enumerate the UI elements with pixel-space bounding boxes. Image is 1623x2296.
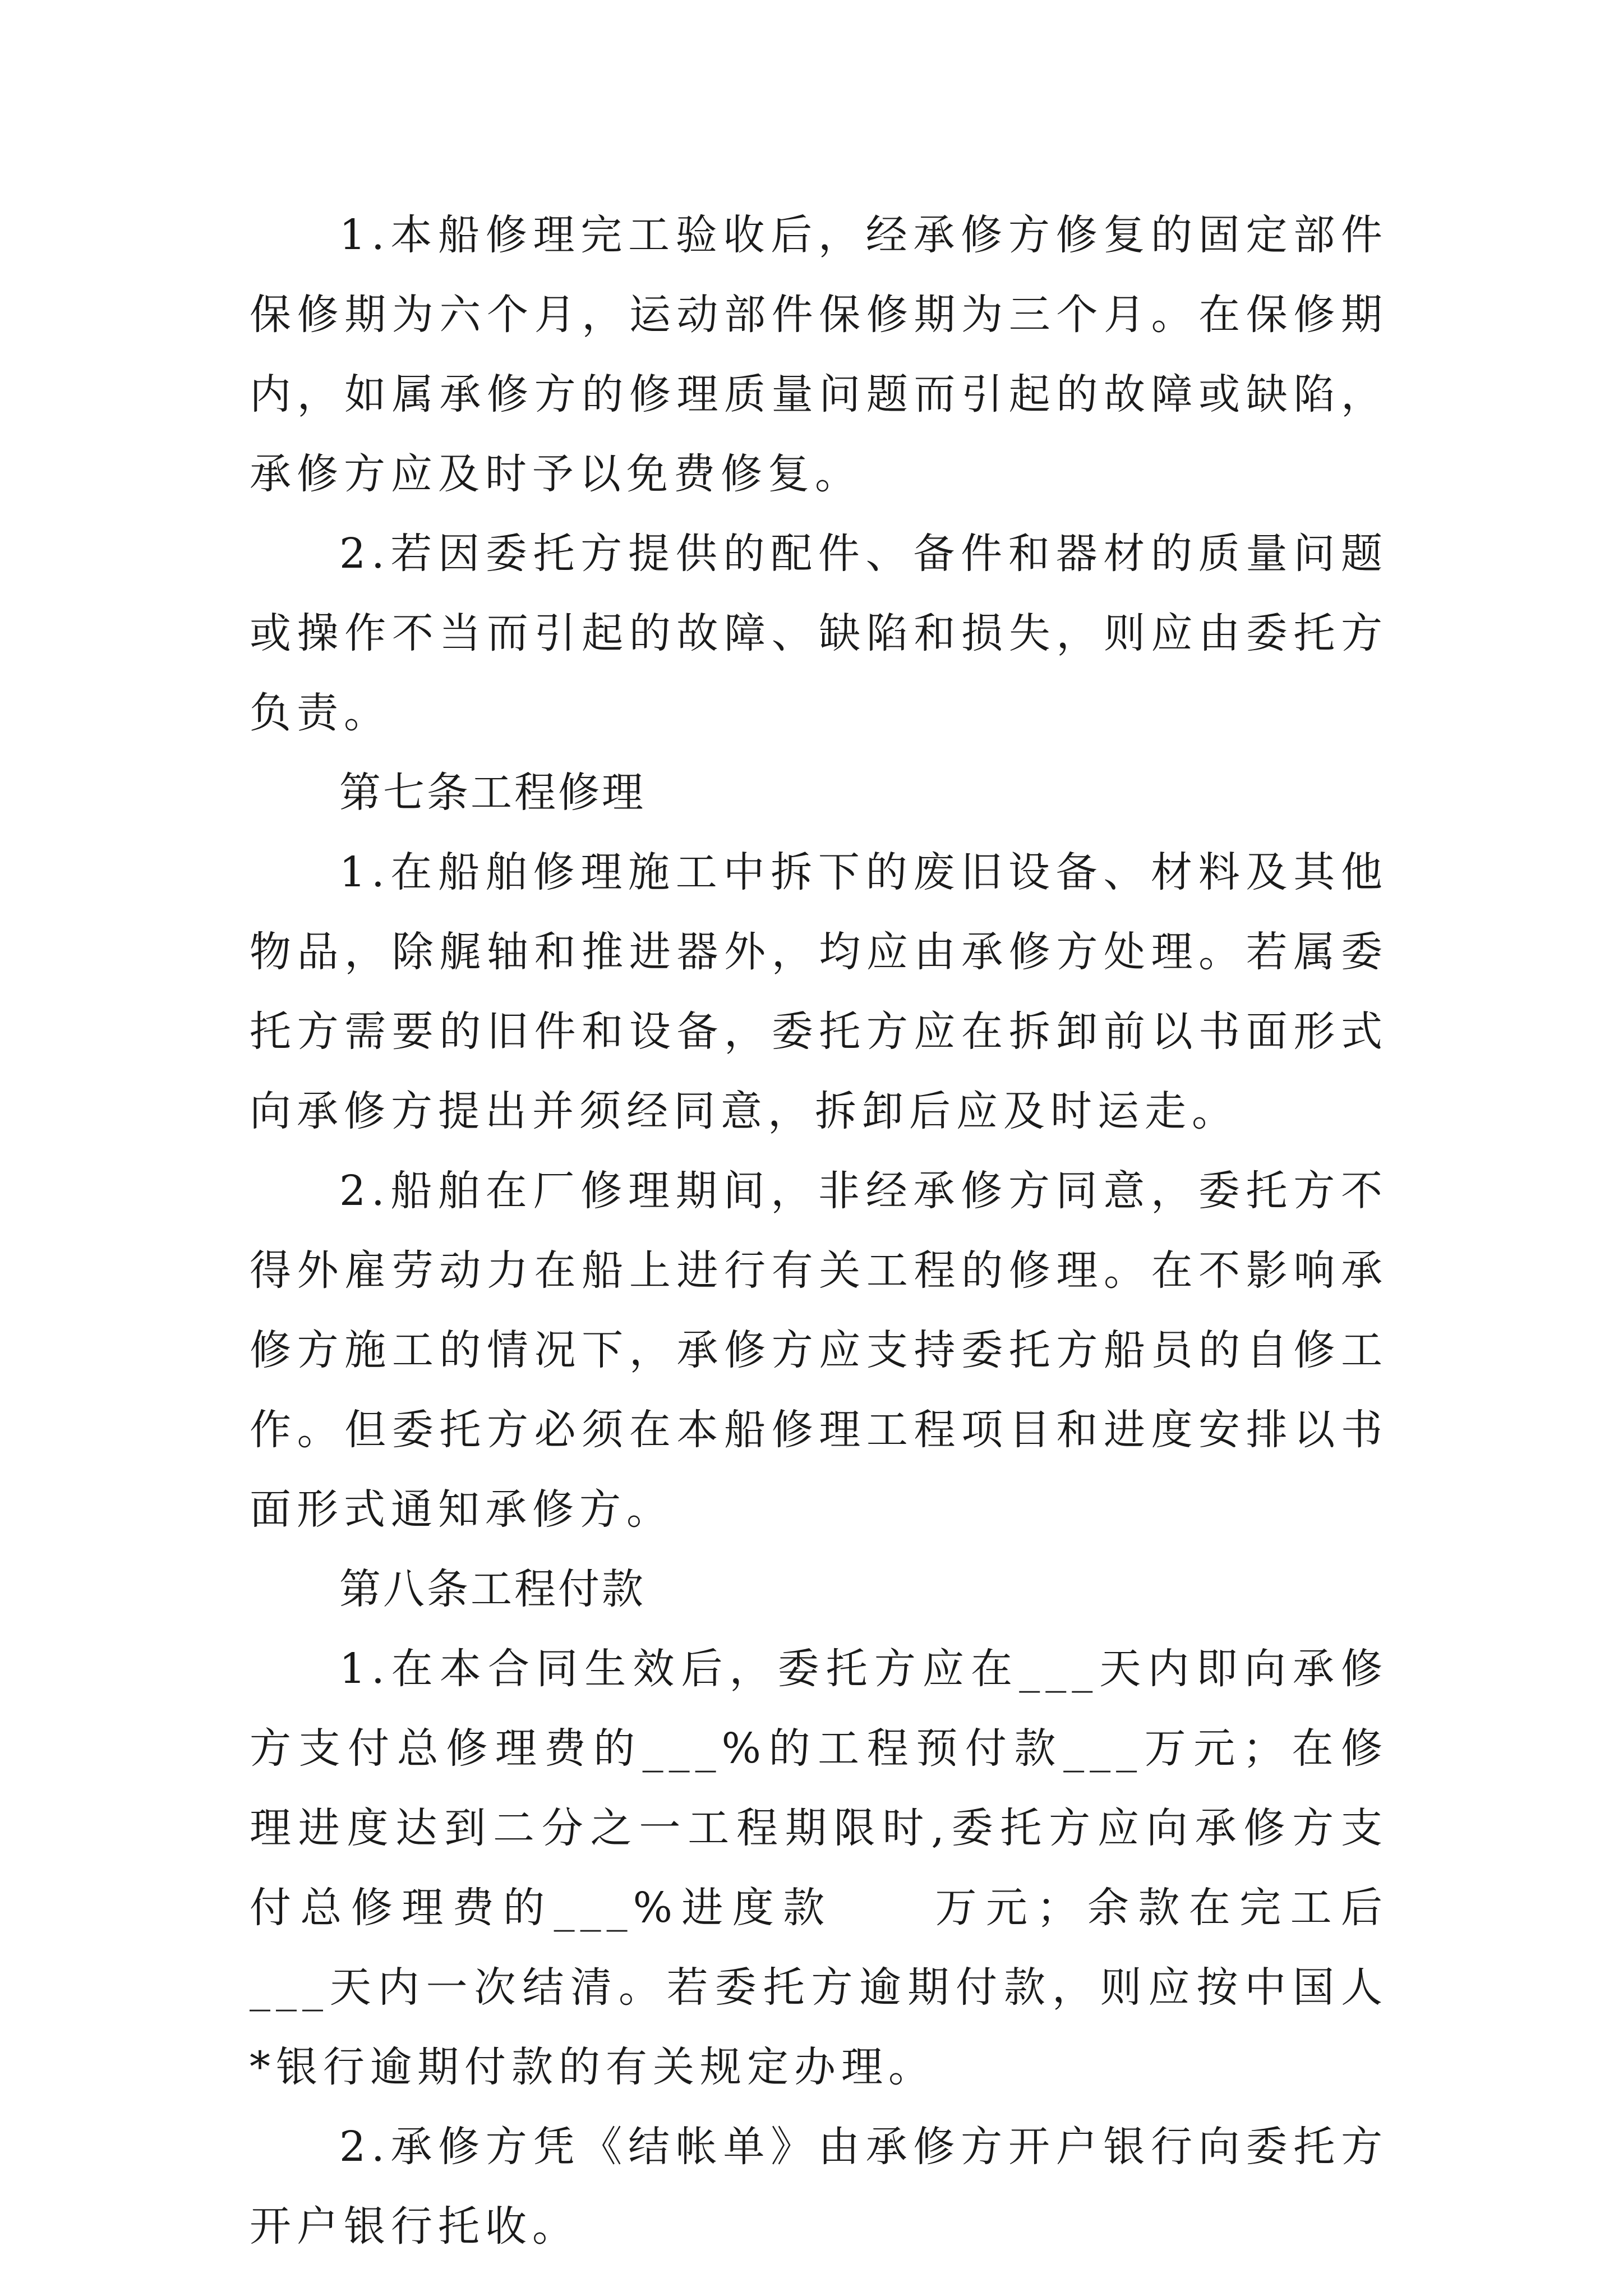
paragraph-repair-2: 2.船舶在厂修理期间，非经承修方同意，委托方不得外雇劳动力在船上进行有关工程的修理。在不影响承修方施工的情况下，承修方应支持委托方船员的自修工作。但委托方必须在本船修理工程项目和进度安排以书面形式通知承修方。: [250, 1167, 1388, 1534]
paragraph-payment-2: 2.承修方凭《结帐单》由承修方开户银行向委托方开户银行托收。: [250, 2123, 1388, 2251]
document-body: [250, 195, 1388, 2266]
paragraph-warranty-2: 2.若因委托方提供的配件、备件和器材的质量问题或操作不当而引起的故障、缺陷和损失，则应由委托方负责。: [250, 530, 1388, 737]
paragraph-payment-1: 1.在本合同生效后，委托方应在___天内即向承修方支付总修理费的___%的工程预付款___万元；在修理进度达到二分之一工程期限时,委托方应向承修方支付总修理费的___%进度款 万元；余款在完工后___天内一次结清。若委托方逾期付款，则应按中国人*银行逾期付款的有关规定办理。: [250, 1645, 1388, 2091]
paragraph-repair-1: 1.在船舶修理施工中拆下的废旧设备、材料及其他物品，除艉轴和推进器外，均应由承修方处理。若属委托方需要的旧件和设备，委托方应在拆卸前以书面形式向承修方提出并须经同意，拆卸后应及时运走。: [250, 848, 1388, 1135]
paragraph-warranty-1: 1.本船修理完工验收后，经承修方修复的固定部件保修期为六个月，运动部件保修期为三个月。在保修期内，如属承修方的修理质量问题而引起的故障或缺陷，承修方应及时予以免费修复。: [250, 211, 1388, 498]
section-heading-article-7: 第七条工程修理: [339, 769, 645, 817]
section-heading-article-8: 第八条工程付款: [339, 1565, 645, 1613]
